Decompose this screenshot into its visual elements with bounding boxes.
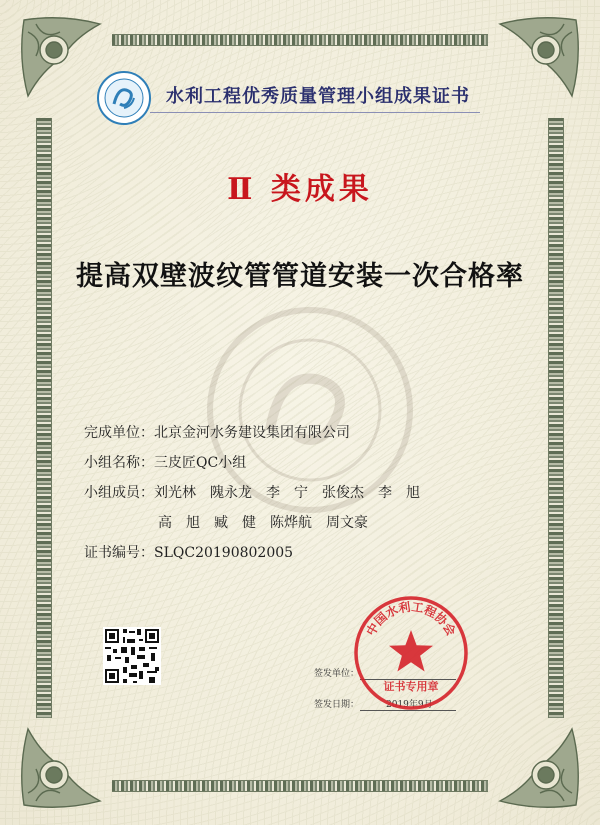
corner-ornament-icon bbox=[14, 719, 110, 815]
top-border bbox=[112, 34, 488, 46]
seal-bottom-text: 证书专用章 bbox=[383, 680, 439, 693]
cert-number-row bbox=[84, 542, 293, 562]
issue-date-label: 签发日期： bbox=[314, 700, 360, 710]
cert-number-value: SLQC20190802005 bbox=[154, 545, 294, 561]
members-label: 小组成员： bbox=[84, 485, 154, 501]
seal-top-text: 中国水利工程协会 bbox=[363, 599, 459, 639]
title-underline bbox=[150, 112, 480, 113]
corner-ornament-icon bbox=[490, 10, 586, 106]
members-row bbox=[84, 482, 420, 502]
seal-star-icon bbox=[389, 630, 433, 672]
association-logo bbox=[96, 70, 152, 126]
corner-ornament-icon bbox=[490, 719, 586, 815]
official-seal-stamp bbox=[352, 594, 470, 712]
issuer-label: 签发单位： bbox=[314, 669, 360, 679]
cert-number-label: 证书编号： bbox=[84, 545, 154, 561]
award-rank: Ⅱ 类成果 bbox=[227, 172, 373, 207]
qr-code-icon[interactable] bbox=[103, 627, 161, 685]
project-title: 提高双壁波纹管管道安装一次合格率 bbox=[76, 261, 524, 292]
group-value: 三皮匠QC小组 bbox=[154, 455, 247, 471]
group-label: 小组名称： bbox=[84, 455, 154, 471]
unit-row bbox=[84, 422, 350, 442]
members-value-row2: 高 旭 臧 健 陈烨航 周文豪 bbox=[158, 515, 368, 531]
unit-value: 北京金河水务建设集团有限公司 bbox=[154, 425, 350, 441]
members-value-row1: 刘光林 隗永龙 李 宁 张俊杰 李 旭 bbox=[154, 485, 420, 501]
right-border bbox=[548, 118, 564, 718]
certificate-title: 水利工程优秀质量管理小组成果证书 bbox=[166, 86, 470, 107]
left-border bbox=[36, 118, 52, 718]
group-row bbox=[84, 452, 246, 472]
issue-date-value: 2019年9月 bbox=[386, 700, 433, 710]
bottom-border bbox=[112, 780, 488, 792]
unit-label: 完成单位： bbox=[84, 425, 154, 441]
